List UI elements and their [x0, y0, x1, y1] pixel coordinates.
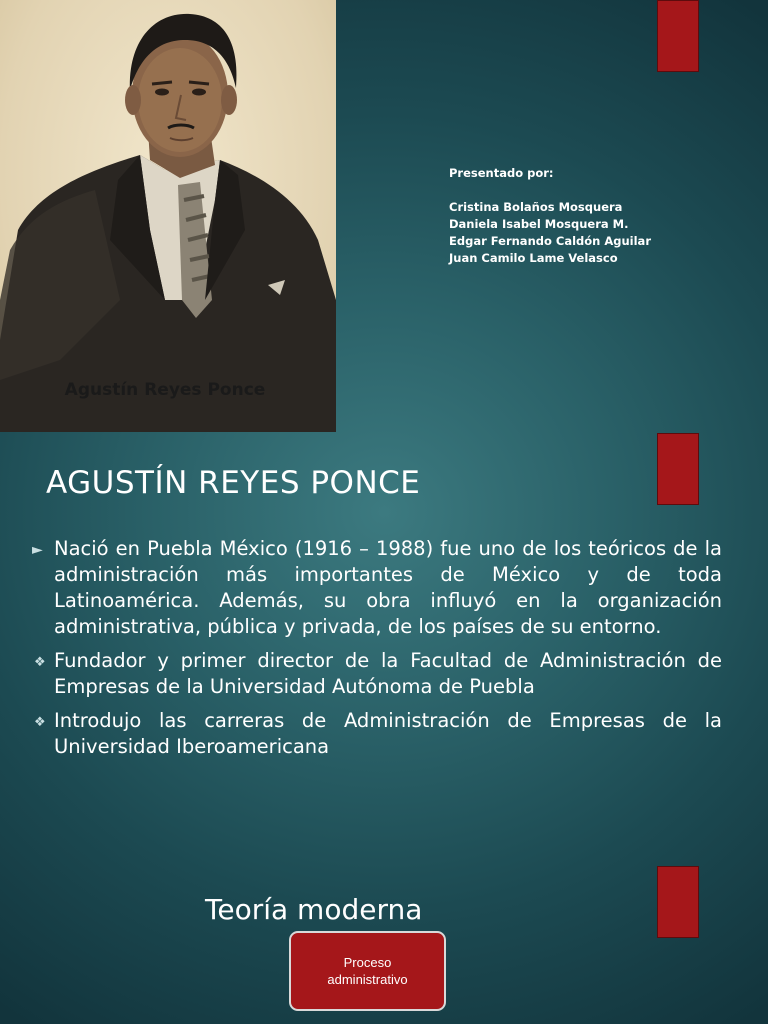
- accent-bar-bottom: [657, 866, 699, 938]
- diamond-bullet-icon: ❖: [34, 715, 46, 730]
- portrait-card: [0, 0, 336, 432]
- triangle-bullet-icon: ►: [32, 542, 43, 558]
- presenters-heading: Presentado por:: [449, 166, 554, 180]
- bullet-text: Nació en Puebla México (1916 – 1988) fue uno de los teóricos de la administración más importantes de México y de toda Latinoamérica. Además, su obra influyó en la organización administrativa, pública y privada, de los países de su entorno.: [54, 537, 722, 638]
- section-title: Teoría moderna: [205, 893, 423, 926]
- bullet-text: Introdujo las carreras de Administración de Empresas de la Universidad Iberoamericana: [54, 709, 722, 758]
- process-box-label-line2: administrativo: [327, 972, 408, 987]
- portrait-photo: [0, 0, 336, 432]
- bullet-item: [34, 708, 722, 760]
- process-box-label-line1: Proceso: [343, 955, 392, 970]
- presenter-name: Daniela Isabel Mosquera M.: [449, 217, 629, 231]
- diamond-bullet-icon: ❖: [34, 655, 46, 670]
- bullet-list: [32, 536, 722, 768]
- process-box-button[interactable]: [289, 931, 446, 1011]
- accent-bar-top: [657, 0, 699, 72]
- bullet-item: [32, 536, 722, 640]
- accent-bar-middle: [657, 433, 699, 505]
- presenter-name: Edgar Fernando Caldón Aguilar: [449, 234, 651, 248]
- bullet-item: [34, 648, 722, 700]
- bullet-text: Fundador y primer director de la Facultad de Administración de Empresas de la Universidad Autónoma de Puebla: [54, 649, 722, 698]
- presenter-name: Juan Camilo Lame Velasco: [449, 251, 618, 265]
- presenters-block: [449, 165, 651, 267]
- process-box-label: [327, 954, 407, 988]
- portrait-caption: Agustín Reyes Ponce: [64, 380, 266, 400]
- slide-title: AGUSTÍN REYES PONCE: [46, 465, 421, 501]
- presenter-name: Cristina Bolaños Mosquera: [449, 200, 623, 214]
